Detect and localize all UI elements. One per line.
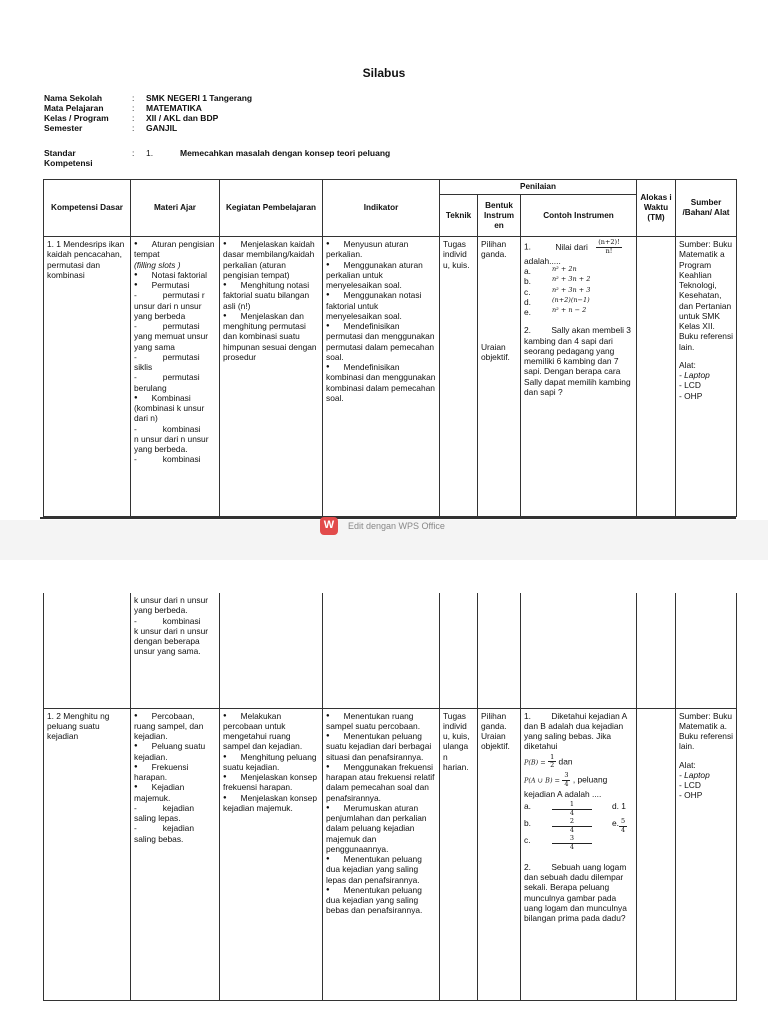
option: e. n² + n − 2 [524, 306, 587, 318]
syllabus-table-cont [43, 593, 737, 1001]
header-sumber: Sumber /Bahan/ Alat [676, 180, 737, 237]
header-bentuk: Bentuk Instrum en [478, 195, 521, 237]
header-penilaian: Penilaian [440, 180, 637, 195]
option: c. $\frac{3}{4}$ [524, 835, 633, 852]
header-kd: Kompetensi Dasar [44, 180, 131, 237]
formula: $\frac{(n+2)!}{n!}$ [598, 238, 620, 255]
teknik-cell: Tugas individ u, kuis, ulanga n harian. [440, 708, 478, 1000]
materi-cont-cell: k unsur dari n unsur yang berbeda. - kombinasi k unsur dari n unsur dengan beberapa unsur yang sama. [131, 593, 220, 708]
option: a. n² + 2n [524, 265, 577, 277]
wps-logo-icon: W [320, 517, 338, 535]
kd-cell: 1. 1 Mendesrips ikan kaidah pencacahan, permutasi dan kombinasi [44, 237, 131, 517]
info-row: Semester : GANJIL [44, 123, 178, 133]
materi-cell: ● Percobaan, ruang sampel, dan kejadian. ● Peluang suatu kejadian. ● Frekuensi harapan. ● Kejadian majemuk. - kejadian saling lepas. - kejadian saling bebas. [131, 708, 220, 1000]
alokasi-cell [637, 237, 676, 517]
bentuk-cell: Pilihan ganda. Uraian objektif. [478, 237, 521, 517]
bentuk-cell: Pilihan ganda. Uraian objektif. [478, 708, 521, 1000]
option: c. n² + 3n + 3 [524, 285, 591, 297]
kd-cell: 1. 2 Menghitu ng peluang suatu kejadian [44, 708, 131, 1000]
option: d. (n+2)(n−1) [524, 295, 590, 307]
page-2 [0, 560, 768, 1024]
teknik-cell: Tugas individ u, kuis. [440, 237, 478, 517]
info-row: Mata Pelajaran : MATEMATIKA [44, 103, 202, 113]
school-info [44, 93, 444, 133]
alokasi-cell [637, 708, 676, 1000]
header-alokasi: Alokas i Waktu (TM) [637, 180, 676, 237]
contoh-cell: 1. Nilai dari $\frac{(n+2)!}{n!}$ adalah..... a. n² + 2n b. n² + 3n + 2 c. n² + 3n + 3 d. (n+2)(n−1) e. n² + n − 2 2. Sally akan membeli 3 kambing dan 4 sapi dari seorang pedagang yang memiliki 6 kambing dan 7 sapi. Dengan berapa cara Sally dapat memilih kambing dan sapi ? [521, 237, 637, 517]
header-indikator: Indikator [323, 180, 440, 237]
formula: $\frac{3}{4}$ [564, 771, 569, 789]
syllabus-table [43, 179, 737, 517]
page-title: Silabus [362, 66, 406, 80]
option: b. n² + 3n + 2 [524, 275, 591, 287]
indikator-cell: ● Menentukan ruang sampel suatu percobaan. ● Menentukan peluang suatu kejadian dari berbagai situasi dan penafsirannya. ● Menggunakan frekuensi harapan atau frekuensi relatif dalam pemecahan soal dan penafsirannya. ● Merumuskan aturan penjumlahan dan perkalian dalam peluang kejadian majemuk dan penggunaannya. ● Menentukan peluang dua kejadian yang saling lepas dan penafsirannya. ● Menentukan peluang dua kejadian yang saling bebas dan penafsirannya. [323, 708, 440, 1000]
wps-watermark: W Edit dengan WPS Office [320, 517, 445, 535]
kegiatan-cell: ● Menjelaskan kaidah dasar membilang/kaidah perkalian (aturan pengisian tempat) ● Menghitung notasi faktorial suatu bilangan asli (n!) ● Menjelaskan dan menghitung permutasi dan kombinasi suatu himpunan sesuai dengan prosedur [220, 237, 323, 517]
standar-kompetensi: Standar Kompetensi : 1. Memecahkan masalah dengan konsep teori peluang [44, 148, 391, 168]
sumber-cell: Sumber: Buku Matematik a Program Keahlian Teknologi, Kesehatan, dan Pertanian untuk SMK Kelas XII. Buku referensi lain. Alat: - Laptop - LCD - OHP [676, 237, 737, 517]
sumber-cell: Sumber: Buku Matematik a. Buku referensi lain. Alat: - Laptop - LCD - OHP [676, 708, 737, 1000]
info-row: Kelas / Program : XII / AKL dan BDP [44, 113, 219, 123]
materi-cell: ● Aturan pengisian tempat (filling slots ) ● Notasi faktorial ● Permutasi - permutasi r unsur dari n unsur yang berbeda - permutasi yang memuat unsur yang sama - permutasi siklis - permutasi berulang ● Kombinasi (kombinasi k unsur dari n) - kombinasi n unsur dari n unsur yang berbeda. - kombinasi [131, 237, 220, 517]
option: a. $\frac{1}{4}$ d. 1 [524, 800, 626, 818]
header-contoh: Contoh Instrumen [521, 195, 637, 237]
info-row: Nama Sekolah : SMK NEGERI 1 Tangerang [44, 93, 253, 103]
indikator-cell: ● Menyusun aturan perkalian. ● Menggunakan aturan perkalian untuk menyelesaikan soal. ● Menggunakan notasi faktorial untuk menyelesaikan soal. ● Mendefinisikan permutasi dan menggunakan permutasi dalam pemecahan soal. ● Mendefinisikan kombinasi dan menggunakan kombinasi dalam pemecahan soal. [323, 237, 440, 517]
formula: $\frac{1}{2}$ [550, 752, 555, 770]
header-kegiatan: Kegiatan Pembelajaran [220, 180, 323, 237]
header-teknik: Teknik [440, 195, 478, 237]
kegiatan-cell: ● Melakukan percobaan untuk mengetahui ruang sampel dan kejadian. ● Menghitung peluang suatu kejadian. ● Menjelaskan konsep frekuensi harapan. ● Menjelaskan konsep kejadian majemuk. [220, 708, 323, 1000]
option: b. $\frac{2}{4}$ e. $\frac{5}{4}$ [524, 817, 626, 835]
contoh-cell: 1. Diketahui kejadian A dan B adalah dua kejadian yang saling bebas. Jika diketahui P(B) = $\frac{1}{2}$ dan P(A ∪ B) = $\frac{3}{4}$ , peluang kejadian A adalah .... a. $\frac{1}{4}$ d. 1 b. $\frac{2}{4}$ e. $\frac{5}{4}$ c. $\frac{3}{4}$ 2. Sebuah uang logam dan sebuah dadu dilempar sekali. Berapa peluang munculnya gambar pada uang logam dan munculnya bilangan prima pada dadu? [521, 708, 637, 1000]
header-materi: Materi Ajar [131, 180, 220, 237]
